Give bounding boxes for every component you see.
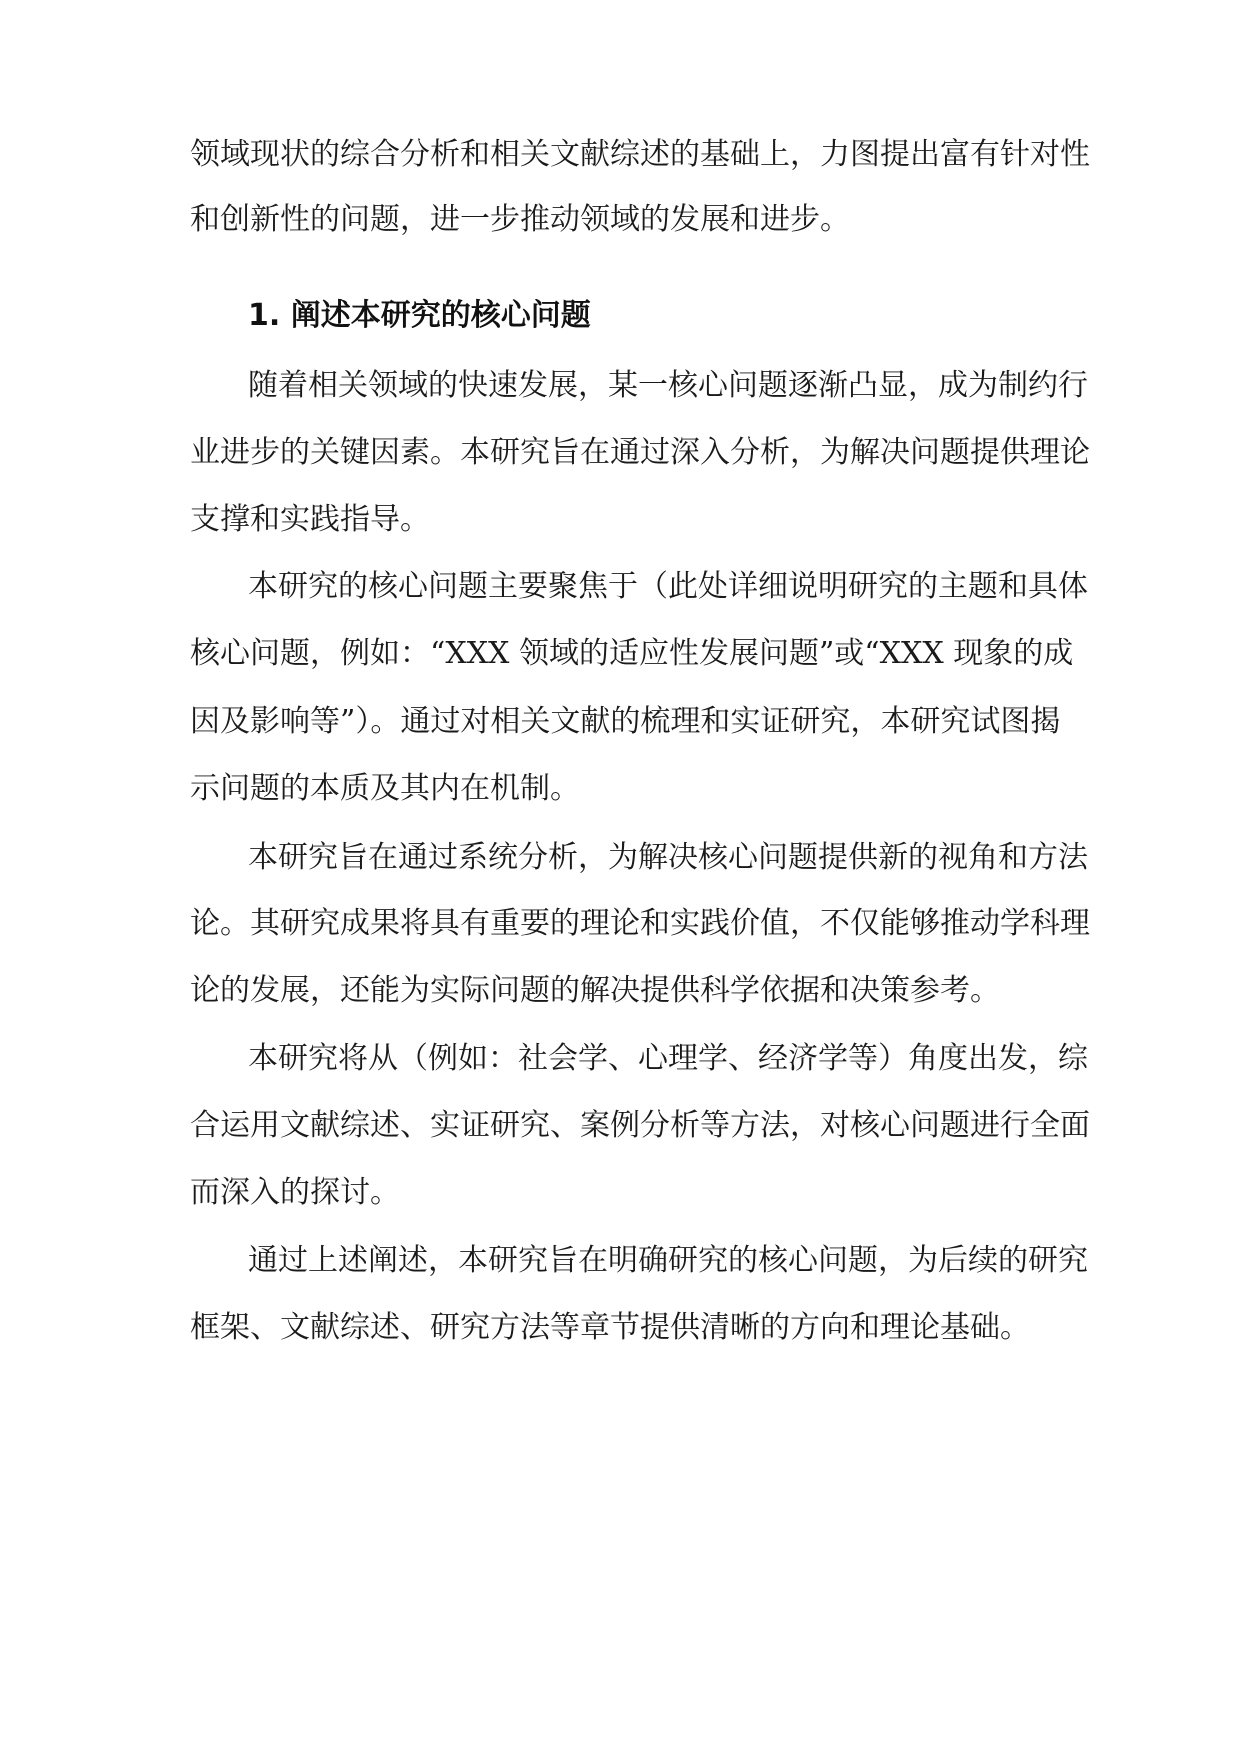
paragraph-line: 论。其研究成果将具有重要的理论和实践价值，不仅能够推动学科理 bbox=[190, 906, 1090, 941]
paragraph-line: 示问题的本质及其内在机制。 bbox=[190, 771, 580, 806]
paragraph-line: 通过上述阐述，本研究旨在明确研究的核心问题，为后续的研究 bbox=[248, 1243, 1088, 1278]
paragraph-line: 合运用文献综述、实证研究、案例分析等方法，对核心问题进行全面 bbox=[190, 1108, 1090, 1143]
paragraph-line: 支撑和实践指导。 bbox=[190, 502, 430, 537]
section-heading: 1. 阐述本研究的核心问题 bbox=[248, 298, 591, 333]
intro-line: 领域现状的综合分析和相关文献综述的基础上，力图提出富有针对性 bbox=[190, 137, 1090, 172]
paragraph-line: 因及影响等”）。通过对相关文献的梳理和实证研究，本研究试图揭 bbox=[190, 704, 1061, 739]
paragraph-line: 随着相关领域的快速发展，某一核心问题逐渐凸显，成为制约行 bbox=[248, 368, 1088, 403]
paragraph-line: 本研究旨在通过系统分析，为解决核心问题提供新的视角和方法 bbox=[248, 840, 1088, 875]
intro-line: 和创新性的问题，进一步推动领域的发展和进步。 bbox=[190, 202, 850, 237]
paragraph-line: 本研究的核心问题主要聚焦于（此处详细说明研究的主题和具体 bbox=[248, 569, 1088, 604]
paragraph-line: 而深入的探讨。 bbox=[190, 1175, 400, 1210]
paragraph-line: 论的发展，还能为实际问题的解决提供科学依据和决策参考。 bbox=[190, 973, 1000, 1008]
paragraph-line: 本研究将从（例如：社会学、心理学、经济学等）角度出发，综 bbox=[248, 1041, 1088, 1076]
paragraph-line: 框架、文献综述、研究方法等章节提供清晰的方向和理论基础。 bbox=[190, 1310, 1030, 1345]
paragraph-line: 核心问题，例如：“XXX 领域的适应性发展问题”或“XXX 现象的成 bbox=[190, 636, 1074, 671]
paragraph-line: 业进步的关键因素。本研究旨在通过深入分析，为解决问题提供理论 bbox=[190, 435, 1090, 470]
